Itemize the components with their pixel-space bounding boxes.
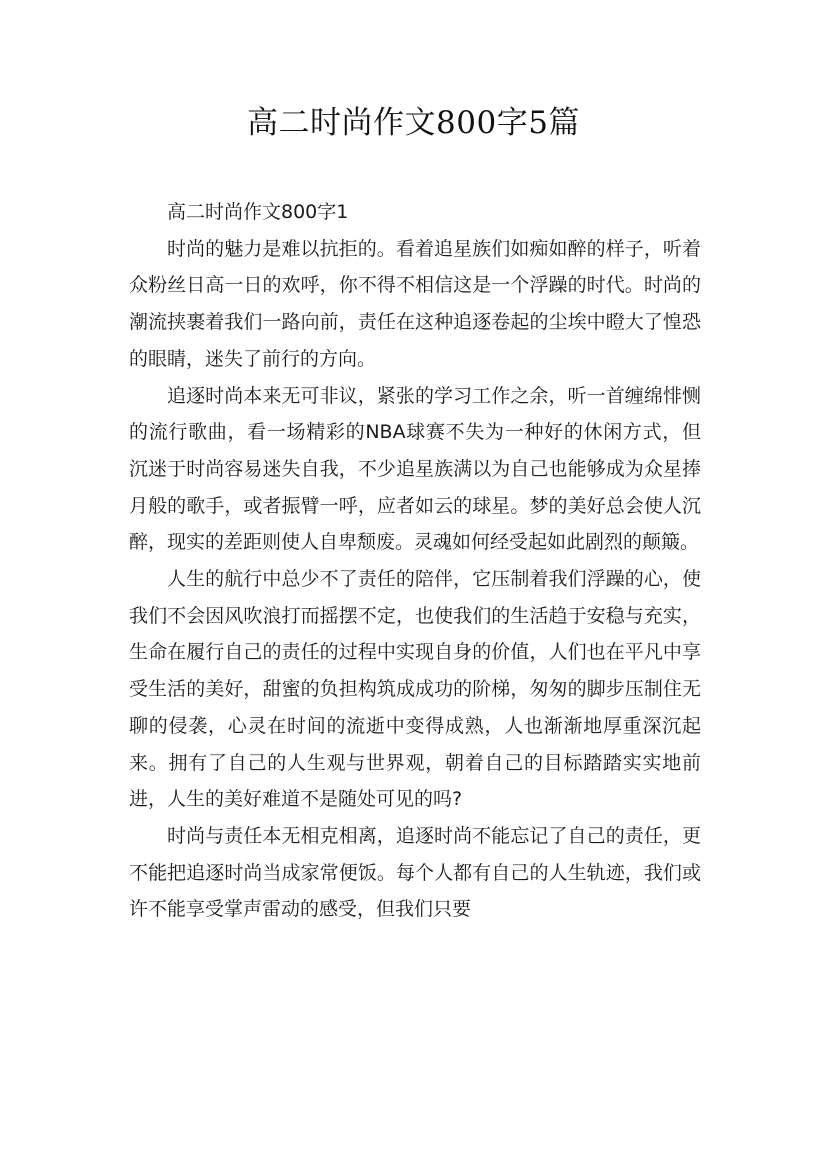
document-body — [129, 194, 701, 928]
paragraph-4: 时尚与责任本无相克相离，追逐时尚不能忘记了自己的责任，更不能把追逐时尚当成家常便饭。每个人都有自己的人生轨迹，我们或许不能享受掌声雷动的感受，但我们只要 — [129, 824, 701, 921]
paragraph-3: 人生的航行中总少不了责任的陪伴，它压制着我们浮躁的心，使我们不会因风吹浪打而摇摆不定，也使我们的生活趋于安稳与充实，生命在履行自己的责任的过程中实现自身的价值，人们也在平凡中享受生活的美好，甜蜜的负担构筑成成功的阶梯，匆匆的脚步压制住无聊的侵袭，心灵在时间的流逝中变得成熟，人也渐渐地厚重深沉起来。拥有了自己的人生观与世界观，朝着自己的目标踏踏实实地前进，人生的美好难道不是随处可见的吗? — [129, 568, 701, 811]
paragraph-1: 时尚的魅力是难以抗拒的。看着追星族们如痴如醉的样子，听着众粉丝日高一日的欢呼，你不得不相信这是一个浮躁的时代。时尚的潮流挟裹着我们一路向前，责任在这种追逐卷起的尘埃中瞪大了惶恐的眼睛，迷失了前行的方向。 — [129, 237, 701, 370]
section-heading: 高二时尚作文800字1 — [167, 201, 349, 223]
document-title: 高二时尚作文800字5篇 — [247, 105, 580, 141]
paragraph-2: 追逐时尚本来无可非议，紧张的学习工作之余，听一首缠绵悱恻的流行歌曲，看一场精彩的NBA球赛不失为一种好的休闲方式，但沉迷于时尚容易迷失自我，不少追星族满以为自己也能够成为众星捧月般的歌手，或者振臂一呼，应者如云的球星。梦的美好总会使人沉醉，现实的差距则使人自卑颓废。灵魂如何经受起如此剧烈的颠簸。 — [129, 384, 701, 554]
